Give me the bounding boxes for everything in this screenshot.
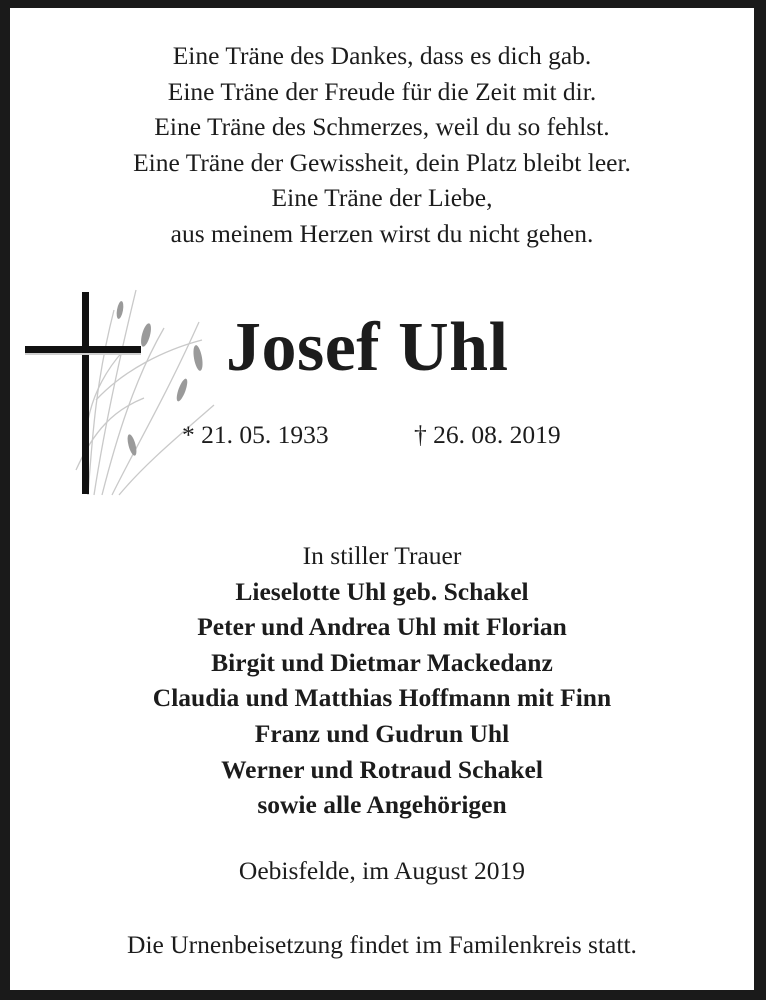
place-date: Oebisfelde, im August 2019 [238,856,526,885]
poem-line: Eine Träne des Dankes, dass es dich gab. [172,41,592,70]
poem [10,38,754,251]
poem-line: Eine Träne der Freude für die Zeit mit dir. [167,76,597,106]
poem-line: Eine Träne der Gewissheit, dein Platz bleibt leer. [133,147,631,177]
mourning-intro: In stiller Trauer [302,541,462,570]
birth-date: * 21. 05. 1933 [182,420,329,449]
obituary-notice [10,8,754,990]
mourner-name: Birgit und Dietmar Mackedanz [211,647,553,677]
mourner-name: Werner und Rotraud Schakel [221,754,543,784]
mourner-names [10,574,754,823]
mourner-name: Claudia und Matthias Hoffmann mit Finn [152,683,612,713]
mourner-name: Lieselotte Uhl geb. Schakel [235,576,529,606]
burial-note: Die Urnenbeisetzung findet im Familenkreis statt. [127,930,637,959]
cross-with-grass-icon [24,280,224,505]
deceased-name: Josef Uhl [226,309,509,386]
poem-line: Eine Träne des Schmerzes, weil du so fehlst. [154,112,610,141]
mourner-name: Peter und Andrea Uhl mit Florian [197,612,567,642]
mourner-name: Franz und Gudrun Uhl [254,718,510,748]
poem-line: aus meinem Herzen wirst du nicht gehen. [170,218,594,248]
poem-line: Eine Träne der Liebe, [271,183,493,212]
mourner-name: sowie alle Angehörigen [257,790,507,820]
death-date: † 26. 08. 2019 [414,420,561,449]
mourners-block [10,538,754,823]
